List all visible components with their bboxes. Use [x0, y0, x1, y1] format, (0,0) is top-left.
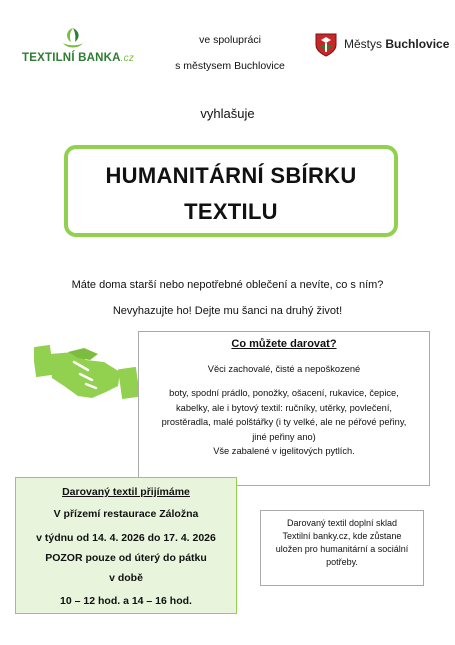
donate-items-line-4: jiné peřiny ano) [252, 431, 316, 442]
donate-items-line-2: kabelky, ale i bytový textil: ručníky, utěrky, povlečení, [176, 402, 392, 413]
textile-bank-logo [22, 26, 140, 70]
donate-items-line-1: boty, spodní prádlo, ponožky, ošacení, rukavice, čepice, [169, 388, 399, 398]
accept-hours: 10 – 12 hod. a 14 – 16 hod. [60, 595, 192, 607]
buchlovice-wordmark: Městys Buchlovice [344, 37, 450, 51]
fill-info-line-2: Textilní banky.cz, kde zůstane [282, 531, 402, 541]
title-line-2: TEXTILU [184, 199, 278, 224]
title-line-1: HUMANITÁRNÍ SBÍRKU [105, 163, 357, 188]
intro-appeal: Nevyhazujte ho! Dejte mu šanci na druhý život! [112, 305, 343, 317]
intro-question: Máte doma starší nebo nepotřebné oblečení a nevíte, co s ním? [71, 279, 384, 291]
announce-text: vyhlašuje [200, 106, 255, 121]
donate-packing: Vše zabalené v igelitových pytlích. [213, 446, 355, 456]
accept-box [15, 477, 237, 614]
leaf-hands-icon [60, 26, 86, 52]
fill-info-line-1: Darovaný textil doplní sklad [286, 518, 398, 528]
donate-condition: Věci zachovalé, čisté a nepoškozené [207, 364, 361, 374]
fill-info-box [260, 510, 424, 586]
accept-heading: Darovaný textil přijímáme [62, 486, 190, 498]
accept-notice: POZOR pouze od úterý do pátku [45, 552, 207, 564]
accept-place: V přízemí restaurace Záložna [53, 508, 199, 520]
donate-items-line-3: prostěradla, malé polštářky (i ty velké, ale ne péřové peřiny, [161, 417, 407, 427]
accept-week: v týdnu od 14. 4. 2026 do 17. 4. 2026 [36, 532, 216, 544]
donate-heading: Co můžete darovat? [231, 338, 337, 350]
fill-info-line-4: potřeby. [326, 557, 358, 567]
partnership-line-2: s městysem Buchlovice [175, 60, 285, 72]
fill-info-line-3: uložen pro humanitární a sociální [275, 544, 409, 554]
coat-of-arms-icon [314, 32, 338, 58]
textile-bank-wordmark: TEXTILNÍ BANKA.cz [22, 52, 135, 64]
partnership-line-1: ve spolupráci [199, 34, 261, 46]
donate-box [138, 331, 430, 486]
handshake-icon [34, 340, 138, 404]
title-box [64, 145, 398, 237]
partnership-text [160, 27, 300, 79]
accept-time-label: v době [109, 572, 143, 584]
buchlovice-logo [314, 32, 454, 58]
